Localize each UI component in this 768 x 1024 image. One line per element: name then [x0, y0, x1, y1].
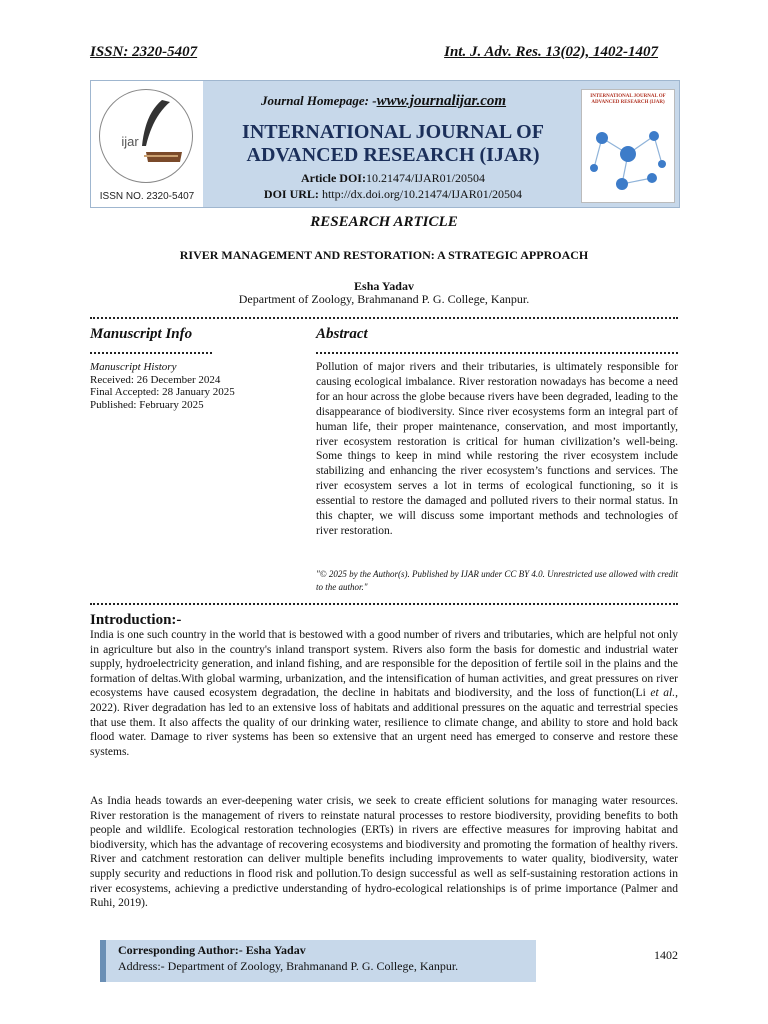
received-date: Received: 26 December 2024: [90, 373, 221, 386]
page-number: 1402: [654, 948, 678, 962]
article-doi: [215, 171, 571, 186]
manuscript-history: [90, 361, 235, 411]
journal-issn: ISSN: 2320-5407: [90, 44, 198, 60]
abstract-heading: Abstract: [316, 326, 368, 342]
corresponding-author-box: [100, 940, 536, 982]
doi-url: [215, 187, 571, 202]
article-doi-label: Article DOI:: [301, 171, 366, 185]
journal-title-line1: INTERNATIONAL JOURNAL OF: [242, 121, 544, 143]
abstract-divider: [316, 352, 678, 354]
journal-homepage: [261, 93, 506, 110]
paragraph-text: , 2022). River degradation has led to an extensive loss of habitats and additional pressures on the aquatic and terrestrial species that use them. It also affects the quality of our drinking water, resilience to climate change, and ability to store and hold back flood water. Damage to river systems has been so extensive that an urgent need has emerged to conserve and restore these systems.: [90, 687, 678, 758]
divider: [90, 603, 678, 605]
cover-title: INTERNATIONAL JOURNAL OF ADVANCED RESEARCH (IJAR): [590, 94, 666, 105]
article-type-label: RESEARCH ARTICLE: [310, 214, 458, 230]
divider: [90, 317, 678, 319]
manuscript-info-divider: [90, 352, 212, 354]
doi-url-label: DOI URL:: [263, 187, 319, 201]
journal-logo: [99, 89, 193, 183]
introduction-paragraph: [90, 628, 678, 759]
article-title: RIVER MANAGEMENT AND RESTORATION: A STRATEGIC APPROACH: [179, 248, 589, 262]
author-name: Esha Yadav: [354, 279, 414, 293]
introduction-heading: Introduction:-: [90, 612, 182, 628]
et-al-text: et al.: [650, 687, 676, 700]
logo-issn: ISSN NO. 2320-5407: [99, 191, 195, 202]
manuscript-info-heading: Manuscript Info: [90, 326, 193, 342]
homepage-link[interactable]: www.journalijar.com: [376, 93, 507, 109]
abstract-text: Pollution of major rivers and their tributaries, is ultimately responsible for causing ecological imbalance. River restoration nowadays has become a need for an hour across the globe because rivers have been degraded, leading to the disappearance of biodiversity. Since river ecosystems form an integral part of human life, their proper maintenance, conservation, and most importantly, river ecosystem restoration is critical for human civilization’s well-being. Some things to keep in mind while restoring the river ecosystem include stabilizing and enhancing the river ecosystem’s functions and services. The river ecosystem serves a lot in terms of ecological functioning, so it is essential to restore the damaged and polluted rivers to their normal status. In this chapter, we will discuss some important methods and technologies of river restoration.: [316, 361, 678, 537]
journal-citation: Int. J. Adv. Res. 13(02), 1402-1407: [444, 44, 658, 60]
paragraph-text: India is one such country in the world that is bestowed with a good number of rivers and tributaries, which are helpful not only in agriculture but also in the country's inland transport system. Rivers also form the basis for domestic and industrial water supply, hydroelectricity generation, and inland fishing, and are responsible for the deposition of fertile soil in the plains and the formation of deltas.With global warming, urbanization, and the intensification of human activities, and great pressures on river ecosystems have caused ecosystem degradation, the decline in habitats and biodiversity, and the loss of function(Li: [90, 629, 678, 700]
corresponding-address: Address:- Department of Zoology, Brahmanand P. G. College, Kanpur.: [118, 959, 459, 973]
journal-title: [215, 121, 571, 167]
introduction-paragraph: As India heads towards an ever-deepening water crisis, we seek to create efficient solutions for managing water resources. River restoration is the management of rivers to reinstate natural processes to restore biodiversity, providing benefits to both people and wildlife. Ecological restoration technologies (ERTs) in rivers are effective measures for improving habitat and biodiversity, which has the advantage of recovering ecosystems and biodiversity and promoting the formation of healthy rivers. River and catchment restoration can deliver multiple benefits including improvements to water quality, biodiversity, water supply security and reductions in flood risk and pollution.To design successful as well as self-sustaining restoration actions in river ecosystems, achieving a predictive understanding of hydro-ecological relationships is of prime importance (Palmer and Ruhi, 2019).: [90, 795, 678, 910]
accepted-date: Final Accepted: 28 January 2025: [90, 386, 235, 398]
logo-text: ijar: [121, 134, 139, 149]
molecule-icon: [582, 108, 674, 200]
journal-banner: [90, 80, 680, 208]
copyright-notice: "© 2025 by the Author(s). Published by IJAR under CC BY 4.0. Unrestricted use allowed with credit to the author.": [316, 569, 678, 592]
manuscript-history-label: Manuscript History: [90, 361, 177, 373]
published-date: Published: February 2025: [90, 398, 204, 411]
journal-cover-image: [581, 89, 675, 203]
author-affiliation: Department of Zoology, Brahmanand P. G. College, Kanpur.: [238, 292, 530, 306]
journal-title-line2: ADVANCED RESEARCH (IJAR): [246, 144, 540, 166]
logo-panel: [91, 81, 203, 207]
homepage-label: Journal Homepage: -: [261, 93, 377, 108]
article-doi-value: 10.21474/IJAR01/20504: [365, 171, 485, 185]
corresponding-author: Corresponding Author:- Esha Yadav: [118, 943, 306, 957]
doi-url-link[interactable]: http://dx.doi.org/10.21474/IJAR01/20504: [321, 187, 523, 201]
